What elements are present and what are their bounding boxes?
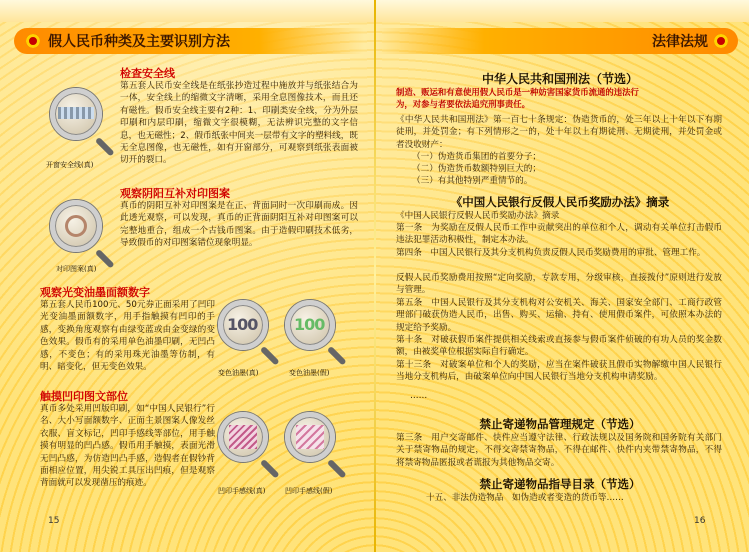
page-fold (374, 0, 376, 552)
magnifier-ink-true-icon (218, 300, 268, 350)
lens-number-false: 100 (294, 315, 325, 334)
reward-rules-para-2: 第四条 中国人民银行及其分支机构负责反假人民币奖励费用的审批、管理工作。 (396, 248, 706, 258)
magnifier-security-thread-icon (50, 88, 102, 140)
criminal-law-body: 《中华人民共和国刑法》第一百七十条规定：伪造货币的，处三年以上十年以下有期徒刑，并处罚金；有下列情形之一的，处十年以上有期徒刑、无期徒刑，并处罚金或者没收财产： (396, 115, 722, 150)
criminal-law-highlight-2: 为，对参与者要依法追究刑事责任。 (396, 99, 530, 109)
section-title-optically-variable-ink: 观察光变油墨面额数字 (40, 286, 150, 299)
criminal-law-item-2: （二）伪造货币数额特别巨大的； (412, 164, 541, 174)
magnifier-see-through-icon (50, 200, 102, 252)
criminal-law-title: 中华人民共和国刑法（节选） (481, 72, 638, 86)
intaglio-lines-sample (296, 425, 324, 449)
reward-rules-para-3: 反假人民币奖励费用按照“定向奖励，专款专用，分级审核，直接拨付”原则进行发放与管理。 (396, 273, 722, 296)
section-body-intaglio: 真币多处采用凹版印刷，如“中国人民银行”行名、大小写面额数字、正面主景图案人像发丝衣服、盲文标记，凹印手感线等部位，用手触摸有明显的凹凸感。假币用手触摸，表面光滑无凹凸感，为仿造凹凸手感，造假者在假钞背面相应位置，用尖锐工具压出凹痕，但是观察背面就可以发现凿压的痕迹。 (40, 404, 215, 489)
reward-rules-title: 《中国人民银行反假人民币奖励办法》摘录 (450, 195, 670, 209)
magnifier-intaglio-true-icon (218, 412, 268, 462)
header-badge-icon (714, 34, 728, 48)
intaglio-lines-sample (229, 425, 257, 449)
right-page-title: 法律法规 (652, 34, 708, 50)
caption-security-thread: 开窗安全线(真) (46, 161, 94, 169)
left-page-header (14, 28, 364, 54)
section-title-see-through: 观察阴阳互补对印图案 (120, 187, 230, 200)
coin-pattern-icon (65, 215, 87, 237)
caption-intaglio-false: 凹印手感线(假) (285, 487, 333, 495)
caption-ink-true: 变色油墨(真) (218, 369, 259, 377)
section-body-security-thread: 第五套人民币安全线是在纸张抄造过程中施放并与纸张结合为一体，安全线上的缩微文字清晰，采用全息图像技术，而且还有磁性。假币安全线主要有2种：1、印刷类安全线，分为外层印刷和内层印刷，缩微文字很模糊，无法辨识完整的文字信息，也无磁性；2、假币纸张中间夹一层带有文字的塑料线，既无全息图像，也无磁性，如有开窗部分，可观察到纸张表面被切开的裂口。 (120, 81, 358, 166)
criminal-law-item-1: （一）伪造货币集团的首要分子； (412, 152, 541, 162)
magnifier-ink-false-icon (285, 300, 335, 350)
reward-rules-para-4: 第五条 中国人民银行及其分支机构对公安机关、海关、国家安全部门、工商行政管理部门破获伪造人民币，出售、购买、运输、持有、使用假币案件，可依照本办法的规定给予奖励。 (396, 298, 722, 333)
caption-ink-false: 变色油墨(假) (289, 369, 330, 377)
header-badge-icon (26, 34, 40, 48)
criminal-law-highlight-1: 制造、贩运和有意使用假人民币是一种妨害国家货币流通的违法行 (396, 87, 639, 97)
left-page-title: 假人民币种类及主要识别方法 (48, 34, 230, 50)
caption-intaglio-true: 凹印手感线(真) (218, 487, 266, 495)
left-page-number: 15 (48, 516, 60, 526)
mail-catalog-title: 禁止寄递物品指导目录（节选） (479, 477, 641, 491)
reward-rules-para-6: 第十三条 对破案单位和个人的奖励，应当在案件破获且假币实物解缴中国人民银行当地分支机构后，由破案单位向中国人民银行当地分支机构申请奖励。 (396, 360, 722, 383)
right-page-header (376, 28, 738, 54)
reward-rules-para-0: 《中国人民银行反假人民币奖励办法》摘录 (396, 211, 560, 221)
criminal-law-item-3: （三）有其他特别严重情节的。 (412, 176, 533, 186)
magnifier-intaglio-false-icon (285, 412, 335, 462)
mail-rules-body: 第三条 用户交寄邮件、快件应当遵守法律、行政法规以及国务院和国务院有关部门关于禁寄物品的规定，不得交寄禁寄物品，不得在邮件、快件内夹带禁寄物品，不得将禁寄物品匿报或者谎报为其他物品交寄。 (396, 433, 722, 468)
mail-rules-title: 禁止寄递物品管理规定（节选） (479, 417, 641, 431)
magnifier-handle-icon (327, 459, 347, 479)
magnifier-handle-icon (95, 249, 115, 269)
magnifier-handle-icon (327, 346, 347, 366)
security-thread-sample (58, 107, 94, 119)
caption-see-through: 对印图案(真) (56, 265, 97, 273)
mail-catalog-body: 十五、非法伪造物品 如伪造或者变造的货币等…… (426, 493, 624, 503)
lens-number-true: 100 (227, 315, 258, 334)
section-title-security-thread: 检查安全线 (120, 67, 175, 80)
section-body-optically-variable-ink: 第五套人民币100元、50元券正面采用了凹印光变油墨面额数字，用手指触摸有凹印的手感，变换角度观察有由绿变蓝或由金变绿的变色效果。假币有的采用单色油墨印刷，无凹凸感，不变色；有的采用珠光油墨等仿制，有明、暗变化，但无变色效果。 (40, 300, 215, 373)
section-title-intaglio: 触摸凹印图文部位 (40, 390, 128, 403)
right-page-number: 16 (694, 516, 706, 526)
reward-rules-para-5: 第十条 对破获假币案件提供相关线索或直接参与假币案件侦破的有功人员的奖金数额，由被奖单位根据实际自行确定。 (396, 335, 722, 358)
magnifier-handle-icon (260, 459, 280, 479)
magnifier-handle-icon (95, 137, 115, 157)
section-body-see-through: 真币的阴阳互补对印图案是在正、背面同时一次印刷而成。因此透光观察，可以发现，真币的正背面阴阳互补对印图案可以完整地重合，组成一个古钱币图案。由于造假印刷技术低劣，导致假币的对印图案错位现象明显。 (120, 201, 358, 249)
reward-rules-ellipsis: …… (410, 391, 428, 401)
magnifier-handle-icon (260, 346, 280, 366)
reward-rules-para-1: 第一条 为奖励在反假人民币工作中贡献突出的单位和个人，调动有关单位打击假币违法犯罪活动积极性，制定本办法。 (396, 223, 722, 246)
